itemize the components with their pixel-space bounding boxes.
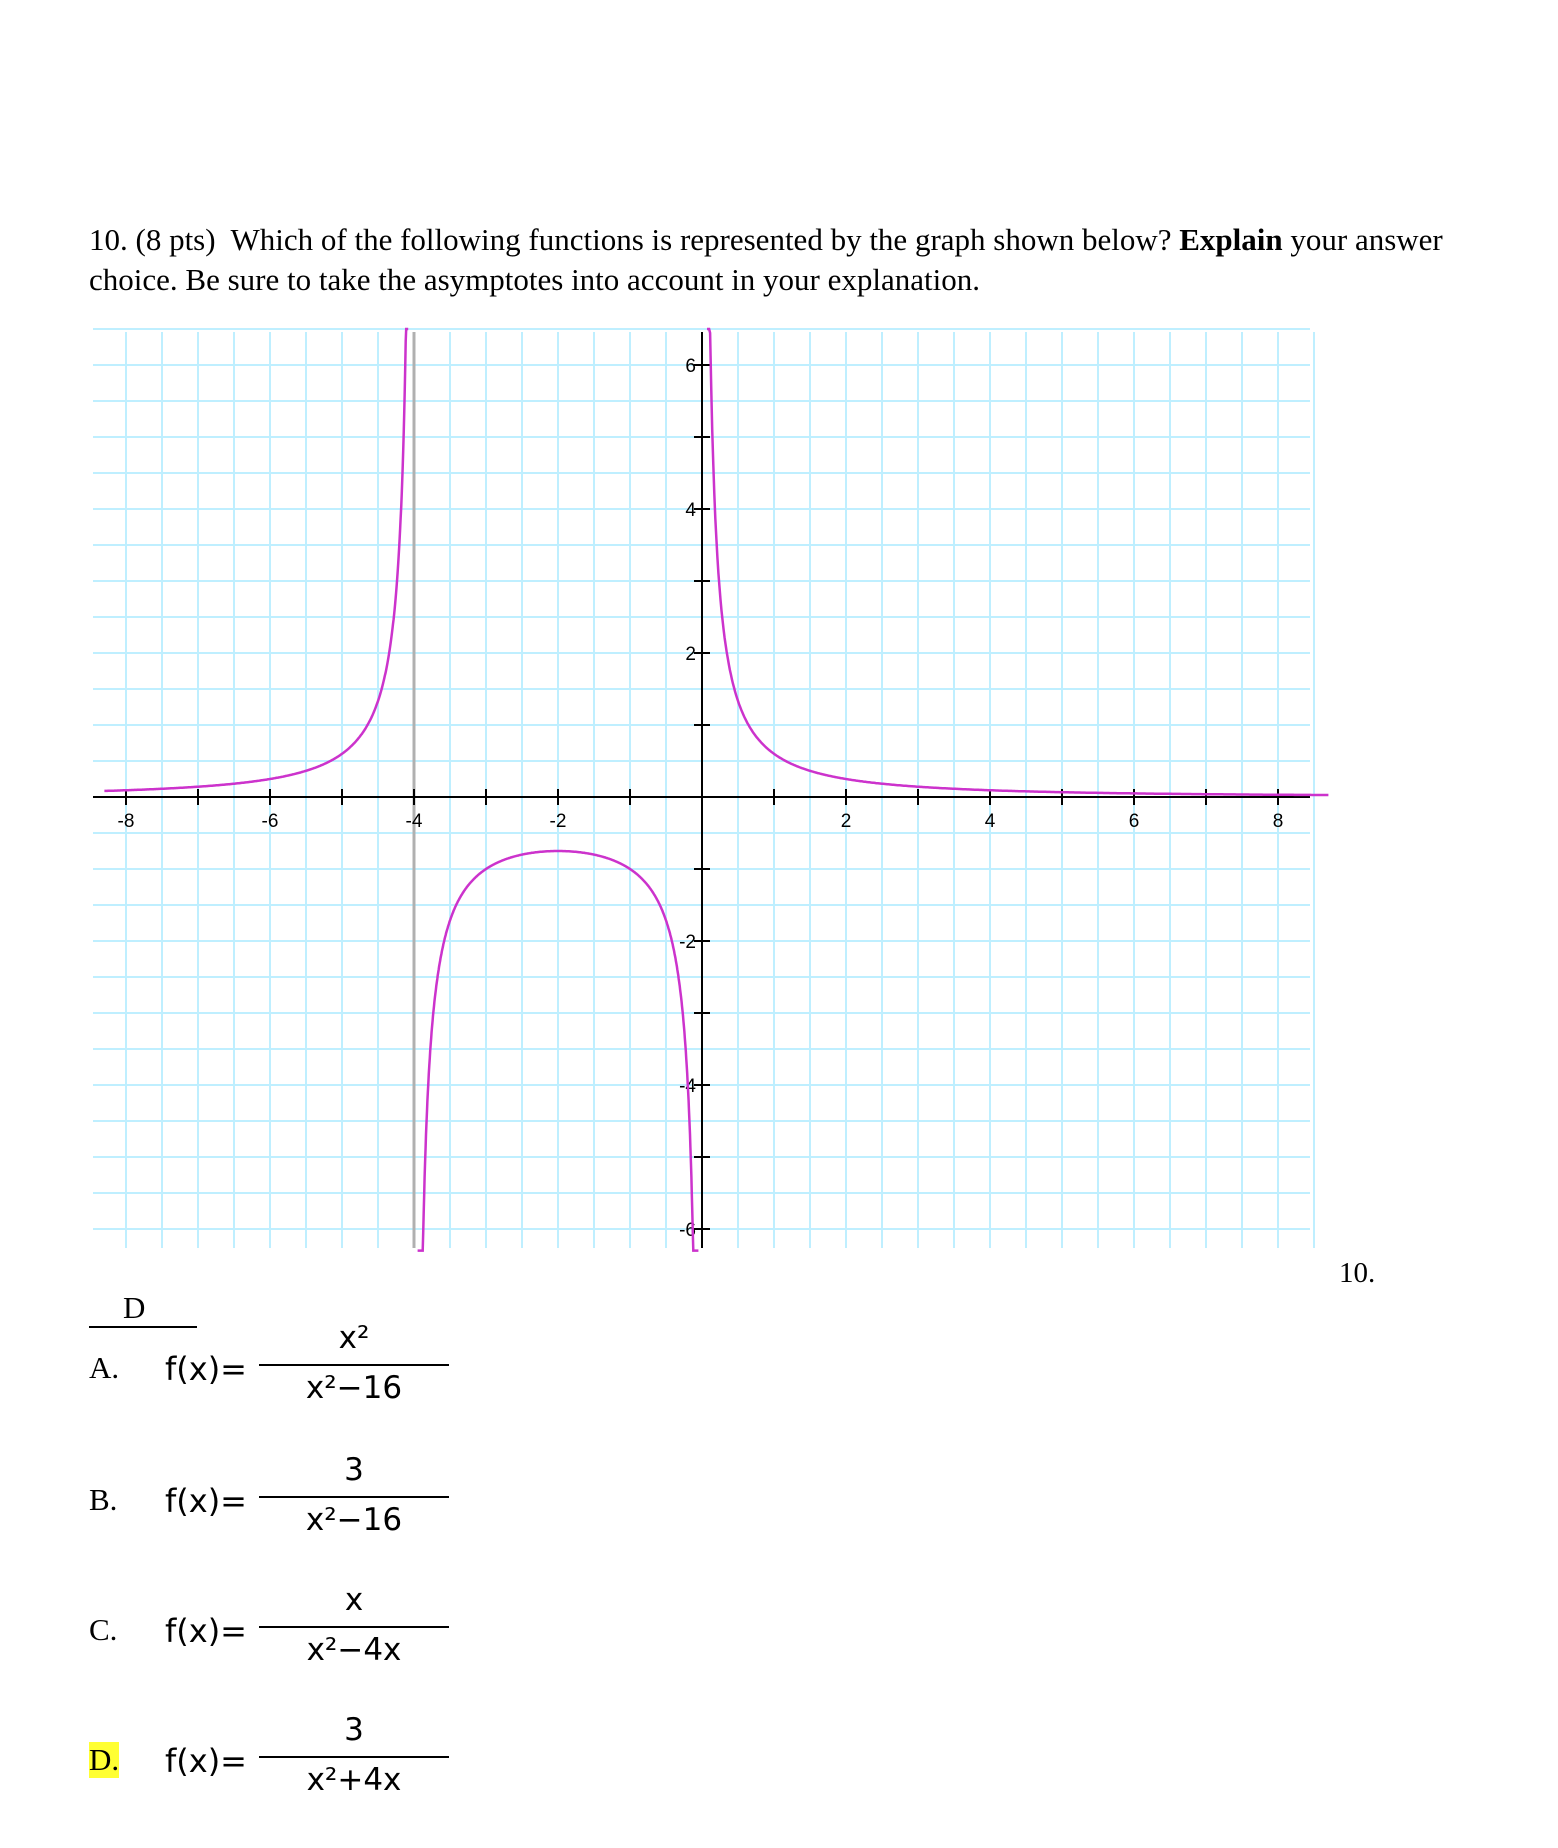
denominator: x²−16 — [305, 1370, 403, 1406]
function-label: f(x)= — [165, 1350, 247, 1388]
fraction — [259, 1452, 449, 1552]
x-tick-label: 2 — [840, 811, 852, 832]
choice-letter: B. — [89, 1482, 118, 1517]
choice-c — [89, 1582, 489, 1672]
denominator: x²+4x — [306, 1762, 402, 1798]
y-tick-label: -2 — [679, 932, 696, 953]
choice-b — [89, 1452, 489, 1542]
y-tick-label: 6 — [685, 356, 696, 377]
fraction-bar — [259, 1364, 449, 1366]
choice-a — [89, 1320, 489, 1410]
choice-letter: C. — [89, 1612, 118, 1647]
choice-letter-highlighted: D. — [89, 1742, 120, 1777]
y-tick-label: 2 — [685, 644, 696, 665]
choice-letter: A. — [89, 1350, 120, 1385]
question-bold-word: Explain — [1179, 222, 1283, 257]
numerator: x — [344, 1582, 364, 1618]
x-tick-label: 4 — [984, 811, 996, 832]
denominator: x²−4x — [306, 1632, 402, 1668]
y-tick-label: -4 — [679, 1076, 696, 1097]
side-question-number: 10. — [1339, 1257, 1376, 1289]
x-tick-label: -8 — [117, 811, 135, 832]
x-tick-label: -6 — [261, 811, 279, 832]
fraction-bar — [259, 1756, 449, 1758]
denominator: x²−16 — [305, 1502, 403, 1538]
question-body-end: your answer choice. Be sure to take the asymptotes into account in your explanation. — [89, 222, 1443, 297]
choice-d — [89, 1712, 489, 1802]
x-tick-label: 6 — [1128, 811, 1140, 832]
y-tick-label: 4 — [685, 500, 696, 521]
fraction-bar — [259, 1626, 449, 1628]
numerator: 3 — [344, 1452, 364, 1488]
x-tick-label: 8 — [1272, 811, 1284, 832]
x-tick-label: -2 — [549, 811, 567, 832]
numerator: x² — [338, 1320, 370, 1356]
fraction — [259, 1582, 449, 1682]
answer-letter: D — [123, 1290, 146, 1325]
function-label: f(x)= — [165, 1742, 247, 1780]
question-number: 10. (8 pts) — [89, 222, 216, 257]
x-tick-label: -4 — [405, 811, 423, 832]
fraction-bar — [259, 1496, 449, 1498]
numerator: 3 — [344, 1712, 364, 1748]
y-tick-label: -6 — [679, 1220, 696, 1241]
function-label: f(x)= — [165, 1482, 247, 1520]
function-label: f(x)= — [165, 1612, 247, 1650]
fraction — [259, 1712, 449, 1812]
fraction — [259, 1320, 449, 1420]
question-body: Which of the following functions is represented by the graph shown below? — [230, 222, 1172, 257]
